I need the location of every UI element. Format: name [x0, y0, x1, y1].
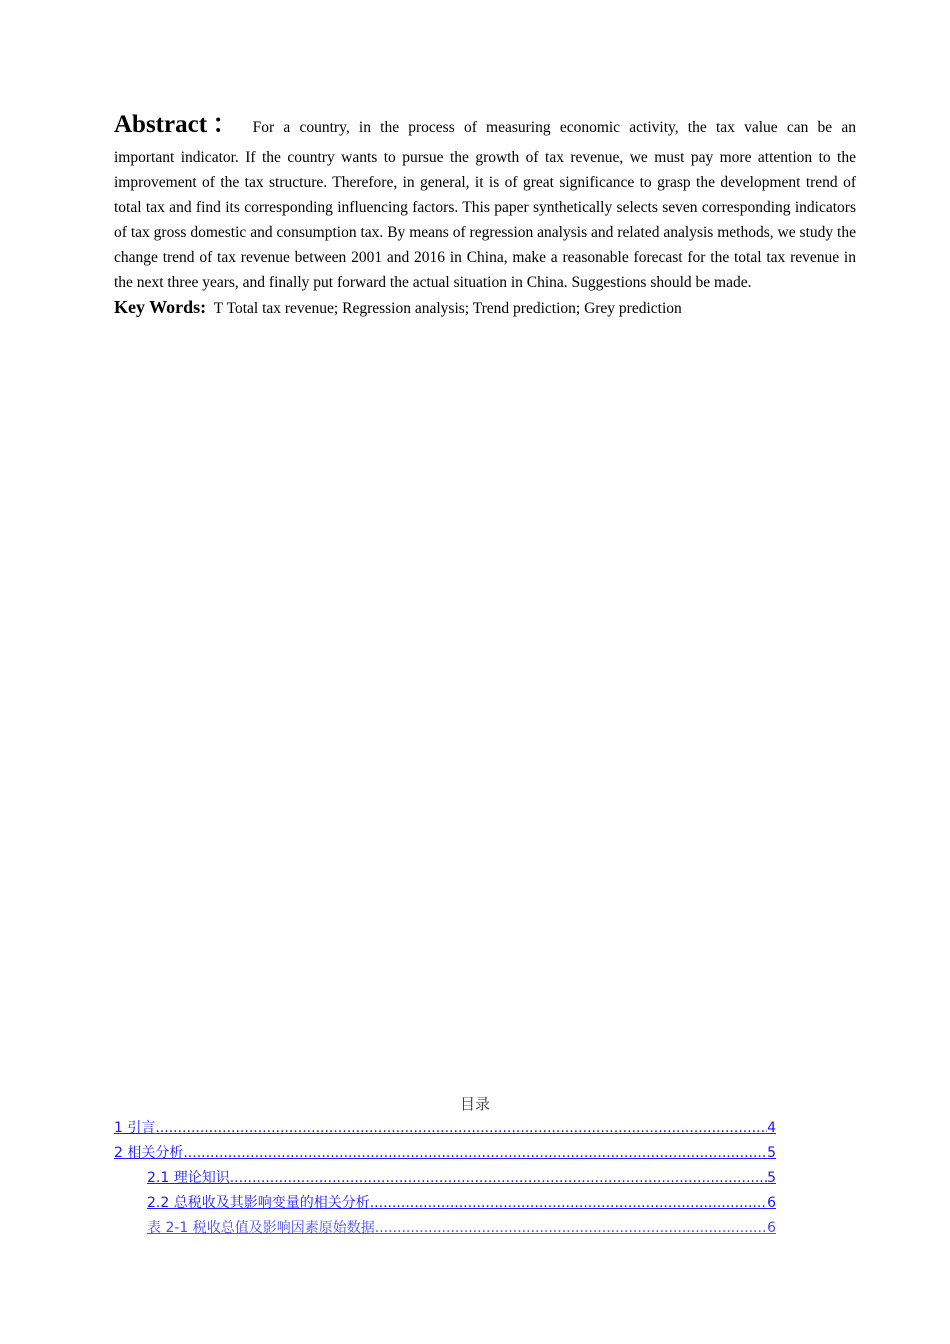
toc-entry-theory[interactable]: [147, 1168, 776, 1193]
toc-entry-page: 4: [767, 1120, 776, 1136]
toc-entry-label: 2 相关分析: [114, 1145, 184, 1161]
toc-entry-page: 5: [767, 1170, 776, 1186]
toc-entry-correlation-analysis[interactable]: [114, 1143, 776, 1168]
toc-entry-label: 表 2-1 税收总值及影响因素原始数据: [147, 1220, 375, 1236]
toc-entry-page: 6: [767, 1220, 776, 1236]
toc-leader-dots: [375, 1218, 767, 1238]
table-of-contents: [114, 1118, 776, 1243]
toc-entry-label: 2.1 理论知识: [147, 1170, 230, 1186]
toc-entry-table-2-1[interactable]: [147, 1218, 776, 1243]
toc-entry-label: 1 引言: [114, 1120, 156, 1136]
toc-leader-dots: [155, 1118, 767, 1138]
toc-entry-tax-correlation[interactable]: [147, 1193, 776, 1218]
toc-entry-introduction[interactable]: [114, 1118, 776, 1143]
toc-entry-label: 2.2 总税收及其影响变量的相关分析: [147, 1195, 370, 1211]
toc-title: 目录: [459, 1095, 490, 1113]
keywords-line: [114, 295, 856, 321]
toc-entry-page: 6: [767, 1195, 776, 1211]
abstract-section: [114, 110, 856, 321]
abstract-heading: Abstract：: [114, 111, 243, 138]
toc-leader-dots: [230, 1168, 767, 1188]
keywords-text: T Total tax revenue; Regression analysis; Trend prediction; Grey prediction: [213, 300, 682, 317]
toc-entry-page: 5: [767, 1145, 776, 1161]
abstract-body: important indicator. If the country wants to pursue the growth of tax revenue, we must pay more attention to the improvement of the tax structure. Therefore, in general, it is of great significance to grasp the development trend of total tax and find its corresponding influencing factors. This paper synthetically selects seven corresponding indicators of tax gross domestic and consumption tax. By means of regression analysis and related analysis methods, we study the change trend of tax revenue between 2001 and 2016 in China, make a reasonable forecast for the total tax revenue in the next three years, and finally put forward the actual situation in China. Suggestions should be made.: [114, 149, 856, 291]
toc-leader-dots: [370, 1193, 767, 1213]
abstract-first-line-text: For a country, in the process of measuring economic activity, the tax value can be an: [252, 119, 856, 136]
abstract-first-line: [114, 110, 856, 143]
toc-leader-dots: [183, 1143, 767, 1163]
keywords-heading: Key Words:: [114, 297, 207, 317]
